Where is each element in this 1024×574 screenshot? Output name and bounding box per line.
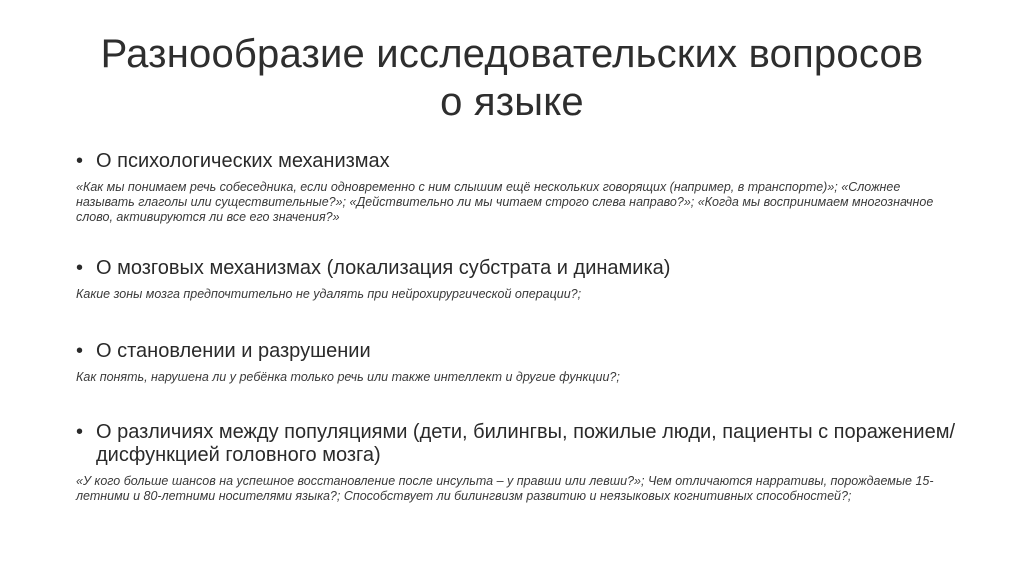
section-population-differences — [76, 421, 956, 504]
example-questions: Как понять, нарушена ли у ребёнка только речь или также интеллект и другие функции?; — [76, 370, 620, 384]
example-questions: Какие зоны мозга предпочтительно не удалять при нейрохирургической операции?; — [76, 287, 582, 301]
bullet-item — [76, 257, 956, 280]
bullet-item — [76, 340, 956, 363]
slide-title-line-1: Разнообразие исследовательских вопросов — [100, 32, 924, 76]
section-development-and-decline — [76, 340, 956, 385]
bullet-heading: О различиях между популяциями (дети, билингвы, пожилые люди, пациенты с поражением/дисфункцией головного мозга) — [96, 421, 956, 466]
bullet-dot-icon: • — [76, 257, 84, 279]
bullet-heading: О становлении и разрушении — [96, 340, 371, 362]
bullet-dot-icon: • — [76, 150, 84, 172]
example-questions: «У кого больше шансов на успешное восстановление после инсульта – у правши или левши?»; Чем отличаются нарративы, порождаемые 15-летними и 80-летними носителями языка?; Способствует ли билингвизм развитию и неязыковых когнитивных способностей?; — [76, 474, 934, 503]
example-questions: «Как мы понимаем речь собеседника, если одновременно с ним слышим ещё нескольких говорящих (например, в транспорте)»; «Сложнее называть глаголы или существительные?»; «Действительно ли мы читаем строго слева направо?»; «Когда мы воспринимаем многозначное слово, активируются ли все его значения?» — [76, 180, 934, 224]
bullet-item — [76, 150, 956, 173]
bullet-dot-icon: • — [76, 421, 84, 443]
bullet-dot-icon: • — [76, 340, 84, 362]
slide-title-line-2: о языке — [440, 80, 584, 124]
bullet-item — [76, 421, 956, 467]
section-brain-mechanisms — [76, 257, 956, 302]
section-psychological-mechanisms — [76, 150, 956, 225]
bullet-heading: О мозговых механизмах (локализация субстрата и динамика) — [96, 257, 671, 279]
slide-title — [60, 30, 964, 126]
bullet-heading: О психологических механизмах — [96, 150, 390, 172]
slide-content — [76, 150, 956, 504]
